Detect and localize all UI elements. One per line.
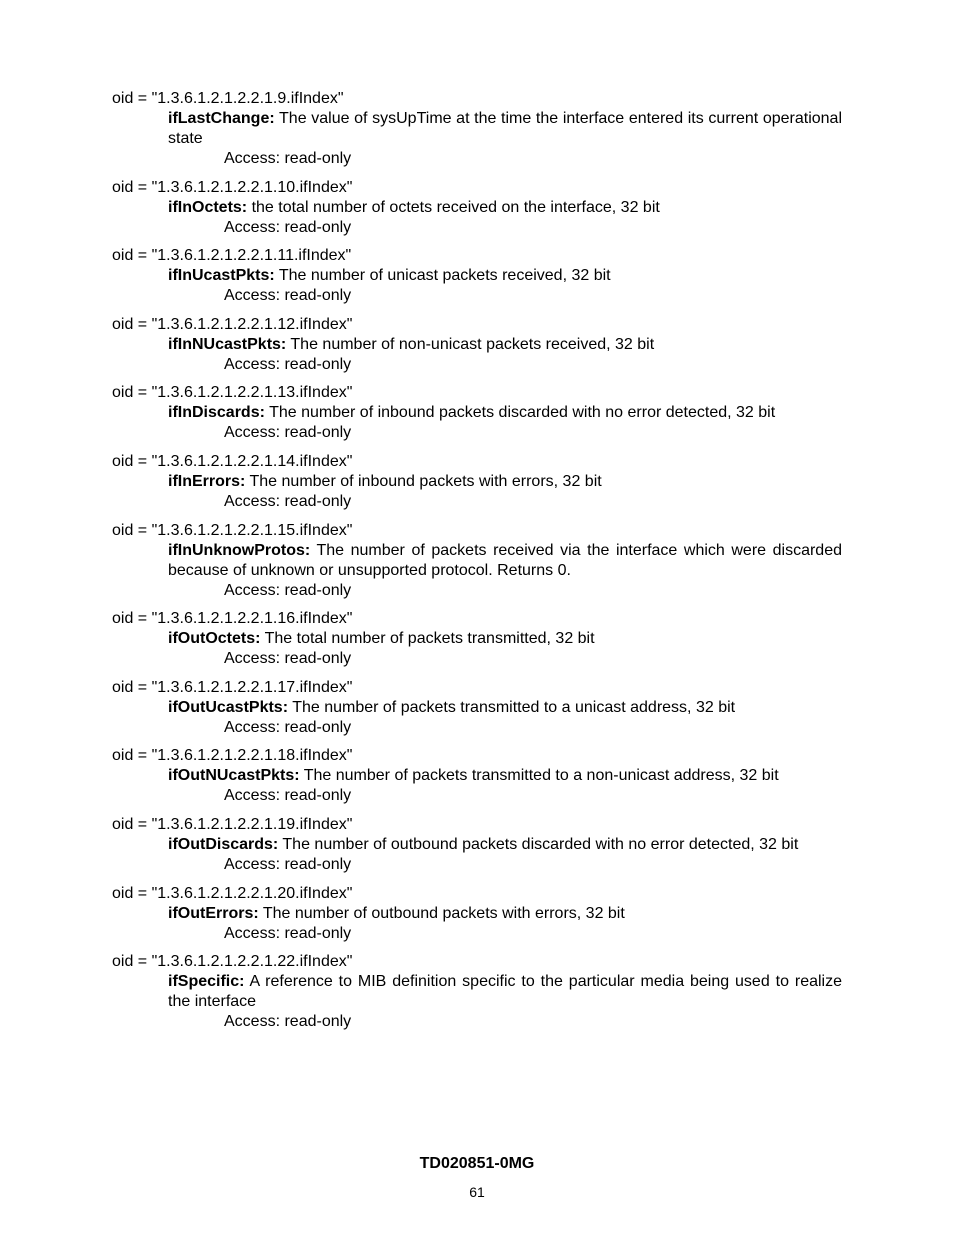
object-description <box>168 472 842 492</box>
oid-entry <box>112 383 842 443</box>
description-text: The number of non-unicast packets received, 32 bit <box>286 335 655 353</box>
oid-line: oid = "1.3.6.1.2.1.2.2.1.13.ifIndex" <box>112 384 353 402</box>
object-name: ifSpecific: <box>168 973 245 991</box>
object-description <box>168 266 842 286</box>
access-line: Access: read-only <box>224 924 352 942</box>
description-text: A reference to MIB definition specific to the particular media being used to realize the interface <box>168 973 842 1011</box>
object-description <box>168 541 842 581</box>
description-text: The number of packets received via the interface which were discarded because of unknown or unsupported protocol. Returns 0. <box>168 541 842 579</box>
object-name: ifLastChange: <box>168 110 275 127</box>
object-description <box>168 629 842 649</box>
oid-line: oid = "1.3.6.1.2.1.2.2.1.14.ifIndex" <box>112 452 353 470</box>
access-line: Access: read-only <box>224 150 352 167</box>
object-description <box>168 335 842 355</box>
description-text: The number of outbound packets discarded with no error detected, 32 bit <box>278 835 799 853</box>
oid-entry <box>112 315 842 375</box>
oid-line: oid = "1.3.6.1.2.1.2.2.1.15.ifIndex" <box>112 521 353 539</box>
object-name: ifOutUcastPkts: <box>168 698 289 716</box>
access-line: Access: read-only <box>224 718 352 736</box>
oid-line: oid = "1.3.6.1.2.1.2.2.1.11.ifIndex" <box>112 247 352 265</box>
access-line: Access: read-only <box>224 855 352 873</box>
oid-line: oid = "1.3.6.1.2.1.2.2.1.18.ifIndex" <box>112 747 353 765</box>
oid-entry <box>112 89 842 169</box>
description-text: The total number of packets transmitted, 32 bit <box>260 630 595 648</box>
oid-entry <box>112 952 842 1032</box>
access-line: Access: read-only <box>224 787 352 805</box>
object-description <box>168 403 842 423</box>
access-line: Access: read-only <box>224 492 352 510</box>
oid-line: oid = "1.3.6.1.2.1.2.2.1.16.ifIndex" <box>112 610 353 628</box>
description-text: The value of sysUpTime at the time the interface entered its current operational state <box>168 110 842 147</box>
oid-entry <box>112 815 842 875</box>
object-name: ifOutOctets: <box>168 630 261 648</box>
object-name: ifInDiscards: <box>168 404 265 422</box>
oid-entry-list <box>112 89 842 1041</box>
object-name: ifOutErrors: <box>168 904 259 922</box>
oid-line: oid = "1.3.6.1.2.1.2.2.1.10.ifIndex" <box>112 178 353 196</box>
description-text: The number of packets transmitted to a unicast address, 32 bit <box>288 698 736 716</box>
access-line: Access: read-only <box>224 355 352 373</box>
access-line: Access: read-only <box>224 424 352 442</box>
object-name: ifInOctets: <box>168 198 248 216</box>
object-name: ifOutNUcastPkts: <box>168 767 300 785</box>
oid-entry <box>112 678 842 738</box>
oid-entry <box>112 521 842 601</box>
access-line: Access: read-only <box>224 1013 352 1031</box>
object-description <box>168 904 842 924</box>
oid-line: oid = "1.3.6.1.2.1.2.2.1.12.ifIndex" <box>112 315 353 333</box>
oid-entry <box>112 246 842 306</box>
oid-entry <box>112 884 842 944</box>
description-text: The number of unicast packets received, 32 bit <box>274 267 611 285</box>
oid-line: oid = "1.3.6.1.2.1.2.2.1.20.ifIndex" <box>112 884 353 902</box>
object-name: ifInErrors: <box>168 472 246 490</box>
description-text: The number of packets transmitted to a non-unicast address, 32 bit <box>299 767 779 785</box>
oid-entry <box>112 609 842 669</box>
object-description <box>168 972 842 1012</box>
oid-line: oid = "1.3.6.1.2.1.2.2.1.22.ifIndex" <box>112 953 353 971</box>
description-text: the total number of octets received on the interface, 32 bit <box>247 198 660 216</box>
oid-entry <box>112 178 842 238</box>
oid-line: oid = "1.3.6.1.2.1.2.2.1.9.ifIndex" <box>112 90 344 107</box>
access-line: Access: read-only <box>224 581 352 599</box>
object-name: ifInNUcastPkts: <box>168 335 287 353</box>
document-id: TD020851-0MG <box>419 1155 535 1172</box>
object-description <box>168 835 842 855</box>
description-text: The number of inbound packets with errors, 32 bit <box>245 472 602 490</box>
oid-entry <box>112 746 842 806</box>
description-text: The number of inbound packets discarded with no error detected, 32 bit <box>264 404 776 422</box>
object-name: ifInUnknowProtos: <box>168 541 311 559</box>
object-description <box>168 766 842 786</box>
oid-line: oid = "1.3.6.1.2.1.2.2.1.19.ifIndex" <box>112 815 353 833</box>
object-description <box>168 698 842 718</box>
object-name: ifOutDiscards: <box>168 835 279 853</box>
oid-line: oid = "1.3.6.1.2.1.2.2.1.17.ifIndex" <box>112 678 353 696</box>
oid-entry <box>112 452 842 512</box>
description-text: The number of outbound packets with errors, 32 bit <box>258 904 625 922</box>
page-number: 61 <box>469 1184 485 1200</box>
access-line: Access: read-only <box>224 650 352 668</box>
access-line: Access: read-only <box>224 287 352 305</box>
access-line: Access: read-only <box>224 218 352 236</box>
object-description <box>168 198 842 218</box>
object-name: ifInUcastPkts: <box>168 267 275 285</box>
object-description <box>168 109 842 149</box>
